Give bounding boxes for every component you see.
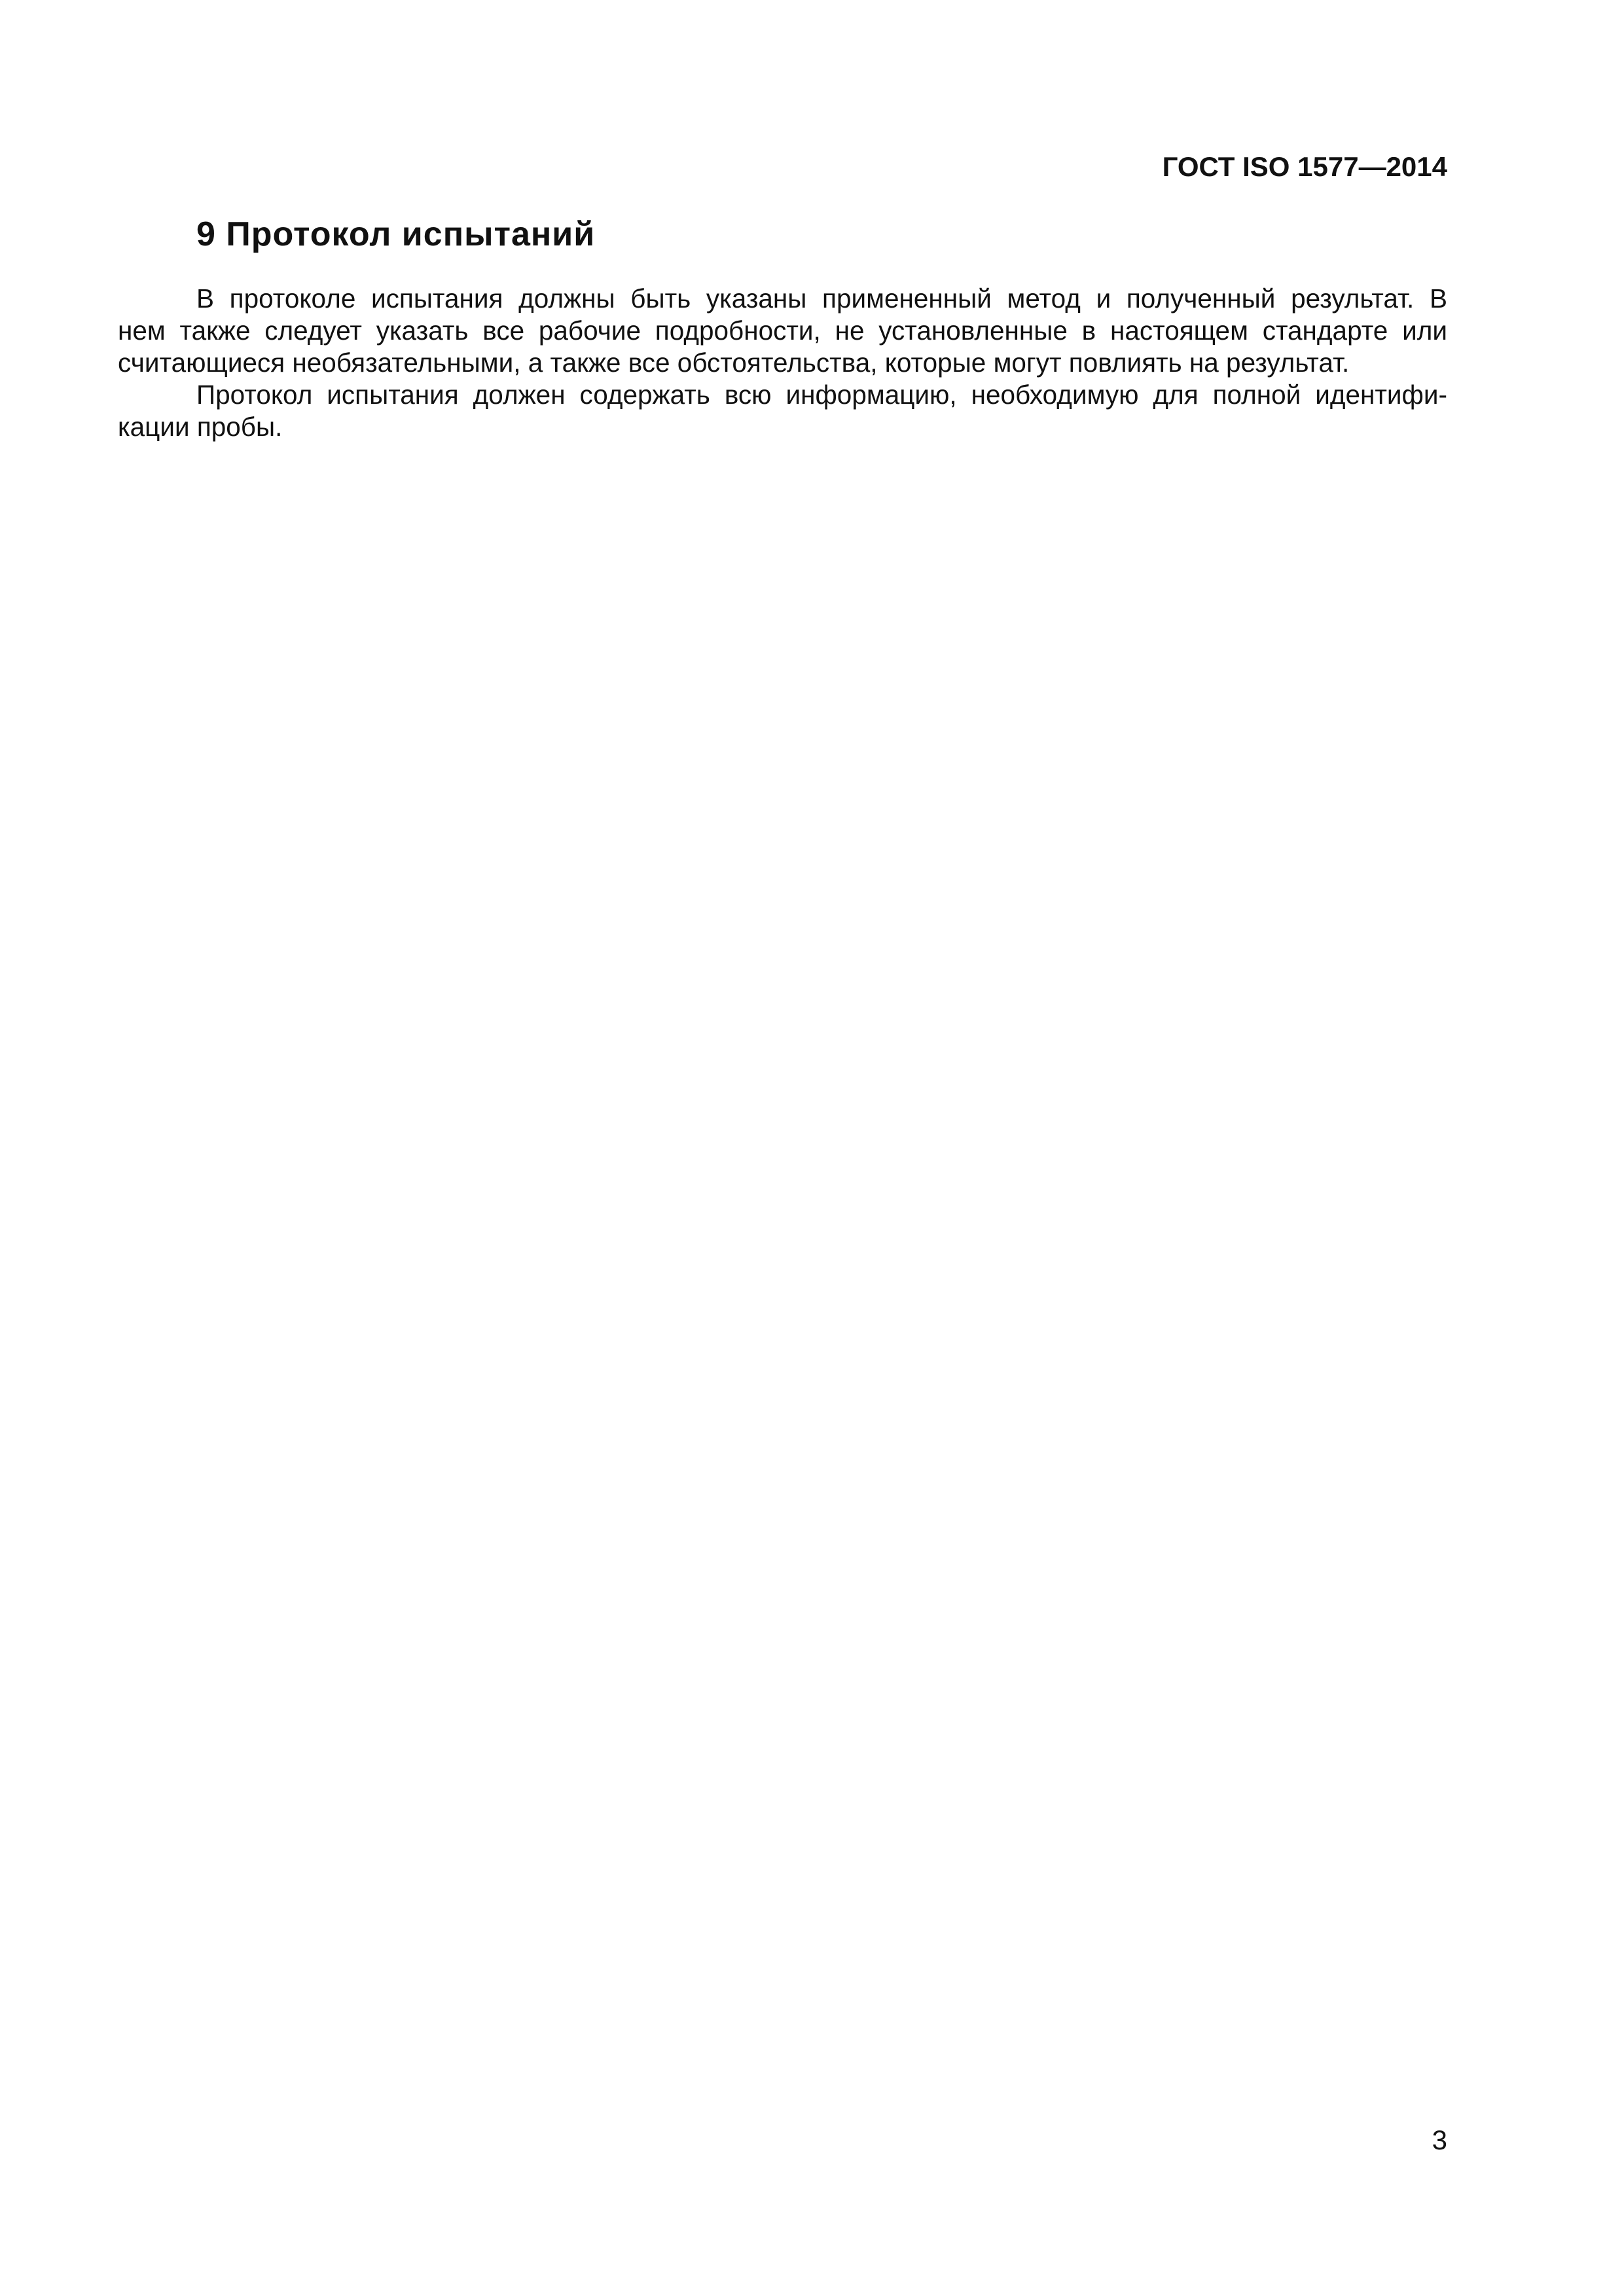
document-identifier: ГОСТ ISO 1577—2014 xyxy=(1162,151,1447,182)
paragraph-1-line-1: В протоколе испытания должны быть указаны примененный метод и полученный результат. В xyxy=(196,283,1447,314)
section-body xyxy=(118,283,1447,443)
paragraph-2-line-2: кации пробы. xyxy=(118,412,283,442)
paragraph-2-line-1: Протокол испытания должен содержать всю информацию, необходимую для полной идентифи- xyxy=(196,380,1447,410)
paragraph-1-line-3: считающиеся необязательными, а также все обстоятельства, которые могут повлиять на результат. xyxy=(118,348,1350,378)
paragraph-1-line-2: нем также следует указать все рабочие подробности, не установленные в настоящем стандарте или xyxy=(118,315,1447,346)
page-number: 3 xyxy=(1432,2125,1447,2155)
section-heading: 9 Протокол испытаний xyxy=(196,215,596,253)
